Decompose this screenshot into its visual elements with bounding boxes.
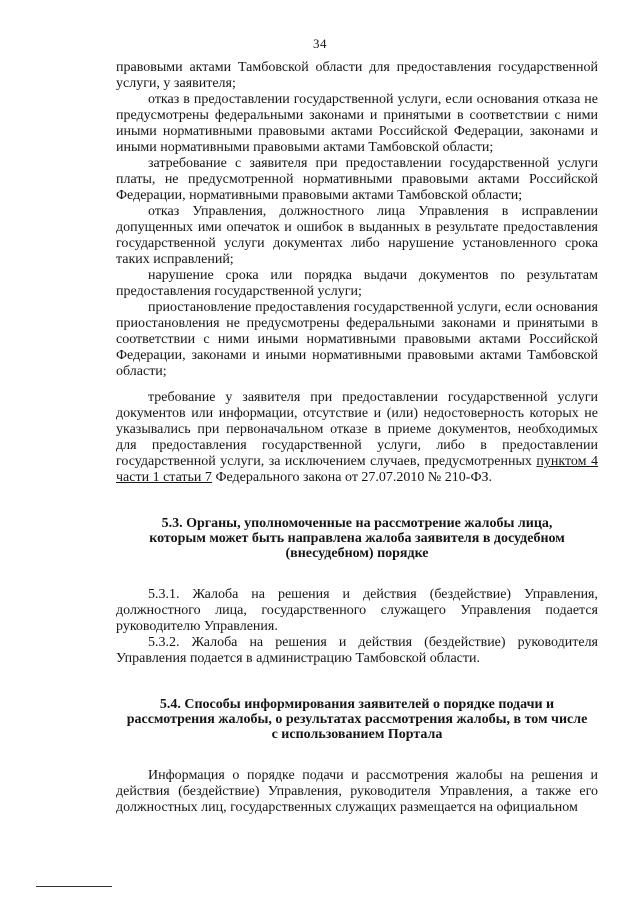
section-5-3-heading xyxy=(116,516,598,561)
document-body xyxy=(116,60,598,816)
heading-line: 5.4. Способы информирования заявителей о порядке подачи и xyxy=(159,697,555,712)
paragraph-document-requirement xyxy=(116,390,598,486)
paragraph-refusal: отказ в предоставлении государственной услуги, если основания отказа не предусмотрены федеральными законами и принятыми в соответствии с ними иными нормативными правовыми актами Российской Федерации, законами и иными нормативными правовыми актами Тамбовской области; xyxy=(116,92,598,155)
paragraph-5-3-2: 5.3.2. Жалоба на решения и действия (бездействие) руководителя Управления подается в администрацию Тамбовской области. xyxy=(116,635,598,666)
heading-line: рассмотрения жалобы, о результатах рассмотрения жалобы, в том числе xyxy=(126,712,588,727)
requirement-text: требование у заявителя при предоставлении государственной услуги документов или информации, отсутствие и (или) недостоверность которых не указывались при первоначальном отказе в приеме документов, необходимых для предоставления государственной услуги, либо в предоставлении государственной услуги, за исключением случаев, предусмотренных xyxy=(116,390,598,469)
requirement-text-end: Федерального закона от 27.07.2010 № 210-ФЗ. xyxy=(211,470,493,485)
law-reference-link[interactable]: пунктом 4 части 1 статьи 7 xyxy=(116,454,598,485)
paragraph-5-3-1: 5.3.1. Жалоба на решения и действия (бездействие) Управления, должностного лица, государственного служащего Управления подается руководителю Управления. xyxy=(116,587,598,634)
heading-line: с использованием Портала xyxy=(271,727,443,742)
paragraph-5-4-info: Информация о порядке подачи и рассмотрения жалобы на решения и действия (бездействие) Управления, руководителя Управления, а также его должностных лиц, государственных служащих размещается на официальном xyxy=(116,768,598,815)
paragraph-suspension: приостановление предоставления государственной услуги, если основания приостановления не предусмотрены федеральными законами и принятыми в соответствии с ними иными нормативными правовыми актами Российской Федерации, законами и иными нормативными правовыми актами Тамбовской области; xyxy=(116,300,598,379)
heading-line: (внесудебном) порядке xyxy=(285,546,429,561)
section-5-4-heading xyxy=(116,697,598,742)
paragraph-fee-demand: затребование с заявителя при предоставлении государственной услуги платы, не предусмотренной нормативными правовыми актами Российской Федерации, нормативными правовыми актами Тамбовской области; xyxy=(116,156,598,203)
page-number: 34 xyxy=(313,36,327,51)
heading-line: 5.3. Органы, уполномоченные на рассмотрение жалобы лица, xyxy=(161,516,553,531)
heading-line: которым может быть направлена жалоба заявителя в досудебном xyxy=(149,531,565,546)
paragraph-continuation: правовыми актами Тамбовской области для предоставления государственной услуги, у заявителя; xyxy=(116,60,598,91)
footnote-divider xyxy=(36,886,112,887)
paragraph-deadline-violation: нарушение срока или порядка выдачи документов по результатам предоставления государственной услуги; xyxy=(116,268,598,299)
paragraph-correction-refusal: отказ Управления, должностного лица Управления в исправлении допущенных ими опечаток и ошибок в выданных в результате предоставления государственной услуги документах либо нарушение установленного срока таких исправлений; xyxy=(116,204,598,267)
